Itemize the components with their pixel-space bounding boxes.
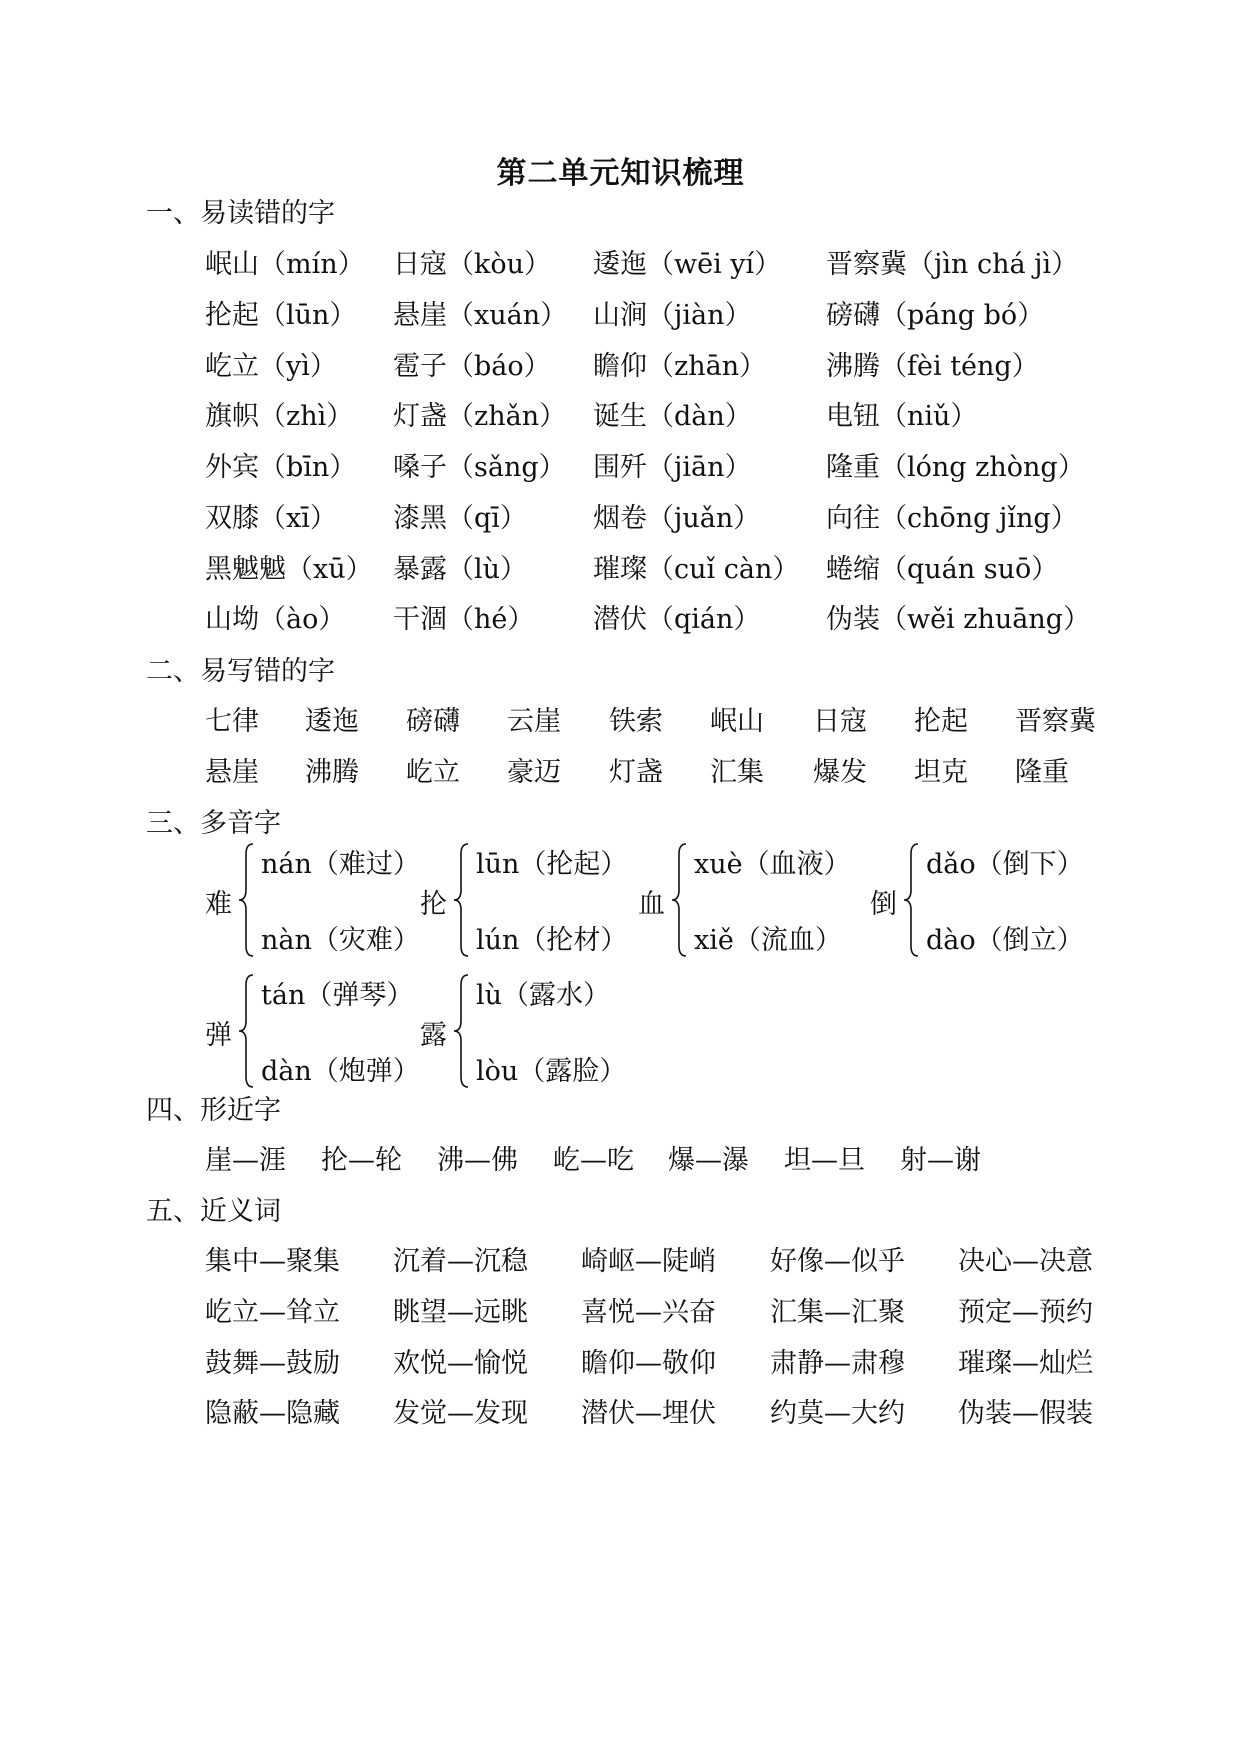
polyphonic-reading-bottom: lún（抡材） bbox=[476, 925, 628, 956]
misread-word: 逶迤（wēi yí） bbox=[593, 249, 782, 280]
misread-word: 外宾（bīn） bbox=[205, 452, 357, 483]
brace-icon bbox=[670, 842, 688, 958]
synonym-pair: 隐蔽—隐藏 bbox=[205, 1398, 340, 1429]
polyphonic-reading-top: lù（露水） bbox=[476, 980, 611, 1011]
synonym-pair: 好像—似乎 bbox=[770, 1246, 905, 1277]
polyphonic-reading-top: xuè（血液） bbox=[694, 849, 851, 880]
misread-word: 双膝（xī） bbox=[205, 503, 337, 534]
miswritten-word: 汇集 bbox=[710, 757, 764, 788]
miswritten-word: 屹立 bbox=[406, 757, 460, 788]
synonym-pair: 潜伏—埋伏 bbox=[581, 1398, 716, 1429]
section-heading-miswritten: 二、易写错的字 bbox=[146, 656, 335, 687]
polyphonic-reading-top: lūn（抡起） bbox=[476, 849, 628, 880]
brace-icon bbox=[237, 842, 255, 958]
misread-word: 伪装（wěi zhuāng） bbox=[826, 604, 1091, 635]
misread-word: 黑魆魆（xū） bbox=[205, 554, 373, 585]
misread-word: 璀璨（cuǐ càn） bbox=[593, 554, 800, 585]
misread-word: 岷山（mín） bbox=[205, 249, 365, 280]
similar-shape-pair: 射—谢 bbox=[900, 1145, 981, 1176]
synonym-pair: 肃静—肃穆 bbox=[770, 1348, 905, 1379]
miswritten-word: 坦克 bbox=[914, 757, 968, 788]
polyphonic-char: 倒 bbox=[870, 889, 897, 920]
misread-word: 烟卷（juǎn） bbox=[593, 503, 761, 534]
polyphonic-reading-bottom: lòu（露脸） bbox=[476, 1056, 627, 1087]
similar-shape-pair: 崖—涯 bbox=[205, 1145, 286, 1176]
polyphonic-reading-bottom: xiě（流血） bbox=[694, 925, 842, 956]
miswritten-word: 沸腾 bbox=[305, 757, 359, 788]
similar-shape-pair: 坦—旦 bbox=[784, 1145, 865, 1176]
misread-word: 围歼（jiān） bbox=[593, 452, 752, 483]
polyphonic-char: 弹 bbox=[205, 1020, 232, 1051]
misread-word: 灯盏（zhǎn） bbox=[393, 401, 567, 432]
page-title: 第二单元知识梳理 bbox=[496, 156, 745, 191]
polyphonic-char: 血 bbox=[638, 889, 665, 920]
synonym-pair: 瞻仰—敬仰 bbox=[581, 1348, 716, 1379]
miswritten-word: 抡起 bbox=[914, 706, 968, 737]
miswritten-word: 岷山 bbox=[710, 706, 764, 737]
misread-word: 电钮（niǔ） bbox=[826, 401, 978, 432]
misread-word: 屹立（yì） bbox=[205, 351, 337, 382]
misread-word: 暴露（lù） bbox=[393, 554, 528, 585]
misread-word: 晋察冀（jìn chá jì） bbox=[826, 249, 1079, 280]
miswritten-word: 爆发 bbox=[813, 757, 867, 788]
section-heading-synonyms: 五、近义词 bbox=[146, 1196, 281, 1227]
misread-word: 干涸（hé） bbox=[393, 604, 535, 635]
synonym-pair: 集中—聚集 bbox=[205, 1246, 340, 1277]
synonym-pair: 眺望—远眺 bbox=[393, 1297, 528, 1328]
synonym-pair: 璀璨—灿烂 bbox=[958, 1348, 1093, 1379]
miswritten-word: 铁索 bbox=[609, 706, 663, 737]
miswritten-word: 灯盏 bbox=[609, 757, 663, 788]
brace-icon bbox=[452, 842, 470, 958]
misread-word: 旗帜（zhì） bbox=[205, 401, 354, 432]
section-heading-similar-shape: 四、形近字 bbox=[146, 1095, 281, 1126]
synonym-pair: 屹立—耸立 bbox=[205, 1297, 340, 1328]
brace-icon bbox=[452, 973, 470, 1089]
misread-word: 蜷缩（quán suō） bbox=[826, 554, 1059, 585]
brace-icon bbox=[237, 973, 255, 1089]
polyphonic-group bbox=[638, 840, 898, 960]
misread-word: 沸腾（fèi téng） bbox=[826, 351, 1039, 382]
polyphonic-group bbox=[420, 971, 680, 1091]
similar-shape-pair: 爆—瀑 bbox=[668, 1145, 749, 1176]
miswritten-word: 磅礴 bbox=[406, 706, 460, 737]
synonym-pair: 喜悦—兴奋 bbox=[581, 1297, 716, 1328]
miswritten-word: 晋察冀 bbox=[1015, 706, 1096, 737]
synonym-pair: 约莫—大约 bbox=[770, 1398, 905, 1429]
similar-shape-pair: 抡—轮 bbox=[321, 1145, 402, 1176]
misread-word: 山涧（jiàn） bbox=[593, 300, 752, 331]
miswritten-word: 隆重 bbox=[1015, 757, 1069, 788]
synonym-pair: 预定—预约 bbox=[958, 1297, 1093, 1328]
misread-word: 向往（chōng jǐng） bbox=[826, 503, 1078, 534]
misread-word: 雹子（báo） bbox=[393, 351, 551, 382]
similar-shape-pair: 沸—佛 bbox=[437, 1145, 518, 1176]
miswritten-word: 七律 bbox=[205, 706, 259, 737]
misread-word: 嗓子（sǎng） bbox=[393, 452, 566, 483]
miswritten-word: 云崖 bbox=[507, 706, 561, 737]
brace-icon bbox=[902, 842, 920, 958]
misread-word: 诞生（dàn） bbox=[593, 401, 752, 432]
misread-word: 隆重（lóng zhòng） bbox=[826, 452, 1085, 483]
polyphonic-reading-top: nán（难过） bbox=[261, 849, 420, 880]
synonym-pair: 发觉—发现 bbox=[393, 1398, 528, 1429]
polyphonic-char: 露 bbox=[420, 1020, 447, 1051]
polyphonic-reading-top: dǎo（倒下） bbox=[926, 849, 1084, 880]
similar-shape-pair: 屹—吃 bbox=[553, 1145, 634, 1176]
synonym-pair: 崎岖—陡峭 bbox=[581, 1246, 716, 1277]
polyphonic-char: 抡 bbox=[420, 889, 447, 920]
polyphonic-reading-top: tán（弹琴） bbox=[261, 980, 414, 1011]
polyphonic-group bbox=[870, 840, 1130, 960]
synonym-pair: 鼓舞—鼓励 bbox=[205, 1348, 340, 1379]
misread-word: 日寇（kòu） bbox=[393, 249, 552, 280]
polyphonic-char: 难 bbox=[205, 889, 232, 920]
miswritten-word: 日寇 bbox=[813, 706, 867, 737]
polyphonic-reading-bottom: dào（倒立） bbox=[926, 925, 1084, 956]
misread-word: 山坳（ào） bbox=[205, 604, 346, 635]
synonym-pair: 决心—决意 bbox=[958, 1246, 1093, 1277]
polyphonic-reading-bottom: nàn（灾难） bbox=[261, 925, 420, 956]
miswritten-word: 逶迤 bbox=[305, 706, 359, 737]
misread-word: 悬崖（xuán） bbox=[393, 300, 568, 331]
synonym-pair: 汇集—汇聚 bbox=[770, 1297, 905, 1328]
misread-word: 瞻仰（zhān） bbox=[593, 351, 767, 382]
synonym-pair: 欢悦—愉悦 bbox=[393, 1348, 528, 1379]
polyphonic-reading-bottom: dàn（炮弹） bbox=[261, 1056, 420, 1087]
misread-word: 抡起（lūn） bbox=[205, 300, 357, 331]
synonym-pair: 沉着—沉稳 bbox=[393, 1246, 528, 1277]
misread-word: 漆黑（qī） bbox=[393, 503, 527, 534]
section-heading-polyphonic: 三、多音字 bbox=[146, 808, 281, 839]
miswritten-word: 悬崖 bbox=[205, 757, 259, 788]
miswritten-word: 豪迈 bbox=[507, 757, 561, 788]
section-heading-misread: 一、易读错的字 bbox=[146, 198, 335, 229]
synonym-pair: 伪装—假装 bbox=[958, 1398, 1093, 1429]
misread-word: 潜伏（qián） bbox=[593, 604, 761, 635]
misread-word: 磅礴（páng bó） bbox=[826, 300, 1045, 331]
